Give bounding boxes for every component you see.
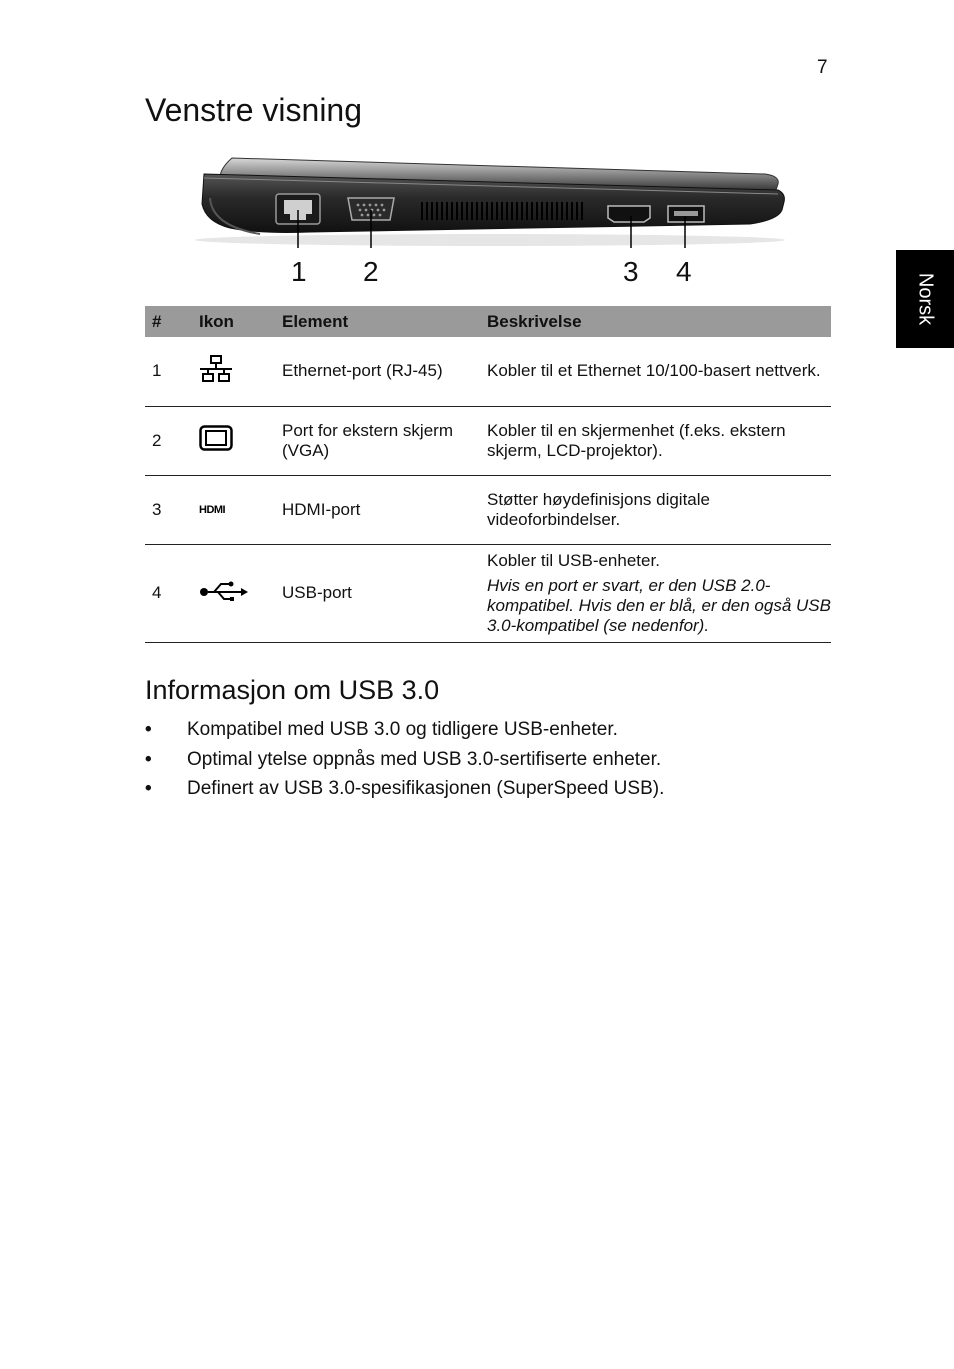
page-title: Venstre visning	[145, 92, 363, 128]
row-description-note: Hvis en port er svart, er den USB 2.0-kompatibel. Hvis den er blå, er den også USB 3.0-kompatibel (se nedenfor).	[487, 575, 831, 635]
row-description	[487, 544, 831, 642]
row-number: 1	[145, 337, 199, 406]
row-number: 2	[145, 406, 199, 475]
row-number: 4	[145, 544, 199, 642]
row-element: HDMI-port	[282, 475, 487, 544]
vga-monitor-icon	[199, 406, 282, 475]
table-row	[145, 544, 831, 642]
row-description: Støtter høydefinisjons digitale videoforbindelser.	[487, 475, 831, 544]
usb-icon	[199, 544, 282, 642]
usb-section-title: Informasjon om USB 3.0	[145, 675, 440, 705]
ports-table	[145, 306, 831, 643]
page-number: 7	[817, 57, 828, 78]
header-num: #	[145, 306, 199, 337]
row-description: Kobler til en skjermenhet (f.eks. ekstern skjerm, LCD-projektor).	[487, 406, 831, 475]
callout-number-2: 2	[363, 256, 379, 287]
callout-number-1: 1	[291, 256, 307, 287]
callout-number-4: 4	[676, 256, 692, 287]
language-tab	[896, 250, 954, 348]
list-item: • Definert av USB 3.0-spesifikasjonen (SuperSpeed USB).	[145, 774, 664, 804]
ethernet-icon	[199, 337, 282, 406]
header-icon: Ikon	[199, 306, 282, 337]
row-number: 3	[145, 475, 199, 544]
laptop-left-side-illustration	[190, 148, 790, 248]
row-element: Port for ekstern skjerm (VGA)	[282, 406, 487, 475]
table-row	[145, 406, 831, 475]
list-item: • Kompatibel med USB 3.0 og tidligere USB-enheter.	[145, 715, 664, 745]
row-element: Ethernet-port (RJ-45)	[282, 337, 487, 406]
table-row	[145, 475, 831, 544]
usb-info-list	[145, 715, 664, 804]
header-element: Element	[282, 306, 487, 337]
list-item: • Optimal ytelse oppnås med USB 3.0-sertifiserte enheter.	[145, 745, 664, 775]
language-tab-label: Norsk	[914, 272, 937, 326]
row-description-text: Kobler til USB-enheter.	[487, 550, 660, 570]
hdmi-icon	[199, 475, 282, 544]
svg-text:HDMI: HDMI	[199, 503, 226, 515]
row-element: USB-port	[282, 544, 487, 642]
header-description: Beskrivelse	[487, 306, 831, 337]
table-row	[145, 337, 831, 406]
table-header-row	[145, 306, 831, 337]
callout-number-3: 3	[623, 256, 639, 287]
row-description: Kobler til et Ethernet 10/100-basert nettverk.	[487, 337, 831, 406]
